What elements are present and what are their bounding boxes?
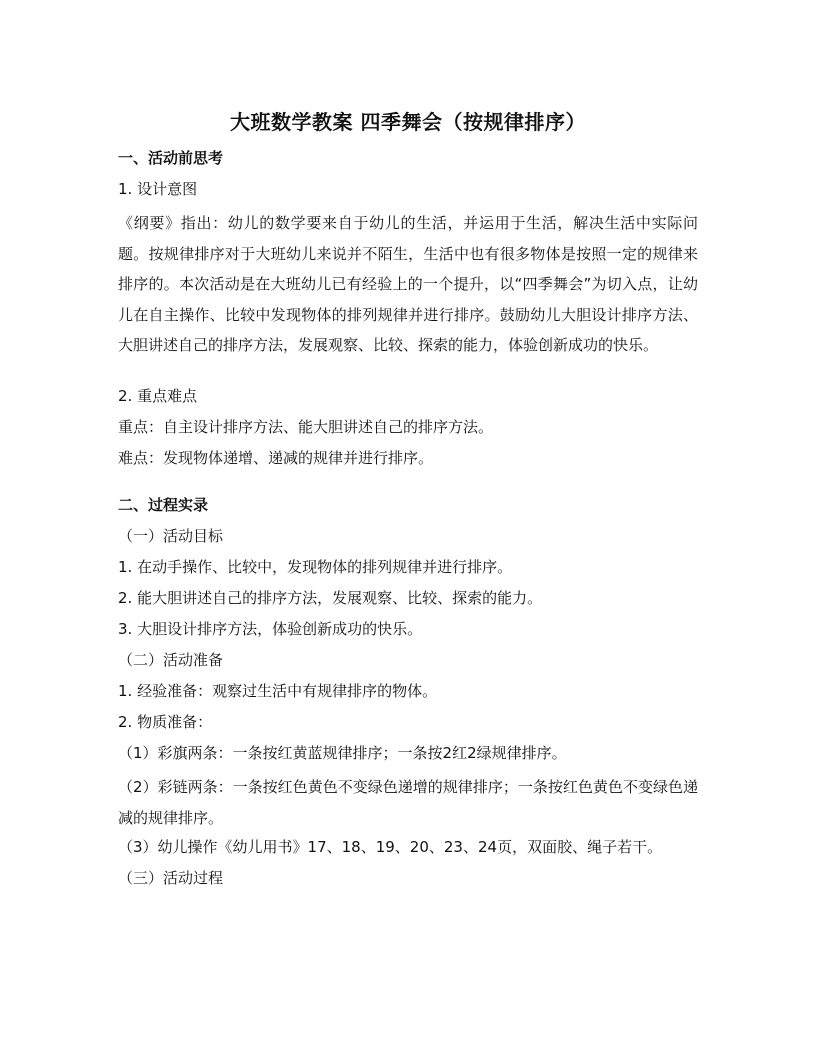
section-heading-pre-activity: 一、活动前思考 — [118, 149, 224, 167]
goal-item: 1. 在动手操作、比较中，发现物体的排列规律并进行排序。 — [118, 557, 513, 576]
design-intent-paragraph: 《纲要》指出：幼儿的数学要来自于幼儿的生活，并运用于生活，解决生活中实际问题。按规律排序对于大班幼儿来说并不陌生，生活中也有很多物体是按照一定的规律来排序的。本次活动是在大班幼儿已有经验上的一个提升，以“四季舞会”为切入点，让幼儿在自主操作、比较中发现物体的排列规律并进行排序。鼓励幼儿大胆设计排序方法、大胆讲述自己的排序方法，发展观察、比较、探索的能力，体验创新成功的快乐。 — [118, 214, 698, 355]
key-points-label: 2. 重点难点 — [118, 386, 198, 405]
prep-material-label: 2. 物质准备： — [118, 712, 213, 731]
section-heading-process: 二、过程实录 — [118, 495, 209, 514]
spacer — [118, 477, 698, 493]
prep-label: （二）活动准备 — [118, 650, 224, 669]
prep-chains: （2）彩链两条：一条按红色黄色不变绿色递增的规律排序；一条按红色黄色不变绿色递减的规律排序。 — [118, 777, 698, 827]
key-point-text: 重点：自主设计排序方法、能大胆讲述自己的排序方法。 — [118, 417, 494, 436]
prep-experience: 1. 经验准备：观察过生活中有规律排序的物体。 — [118, 681, 438, 700]
spacer — [118, 361, 698, 384]
prep-books: （3）幼儿操作《幼儿用书》17、18、19、20、23、24页，双面胶、绳子若干。 — [118, 838, 663, 857]
goals-label: （一）活动目标 — [118, 526, 224, 545]
goal-item: 3. 大胆设计排序方法，体验创新成功的快乐。 — [118, 619, 423, 638]
design-intent-label: 1. 设计意图 — [118, 180, 198, 198]
document-title: 大班数学教案 四季舞会（按规律排序） — [230, 110, 586, 134]
document-page — [118, 108, 698, 897]
process-label: （三）活动过程 — [118, 869, 224, 888]
goal-item: 2. 能大胆讲述自己的排序方法，发展观察、比较、探索的能力。 — [118, 588, 543, 607]
difficult-point-text: 难点：发现物体递增、递减的规律并进行排序。 — [118, 448, 434, 467]
prep-flags: （1）彩旗两条：一条按红黄蓝规律排序；一条按2红2绿规律排序。 — [118, 743, 567, 762]
